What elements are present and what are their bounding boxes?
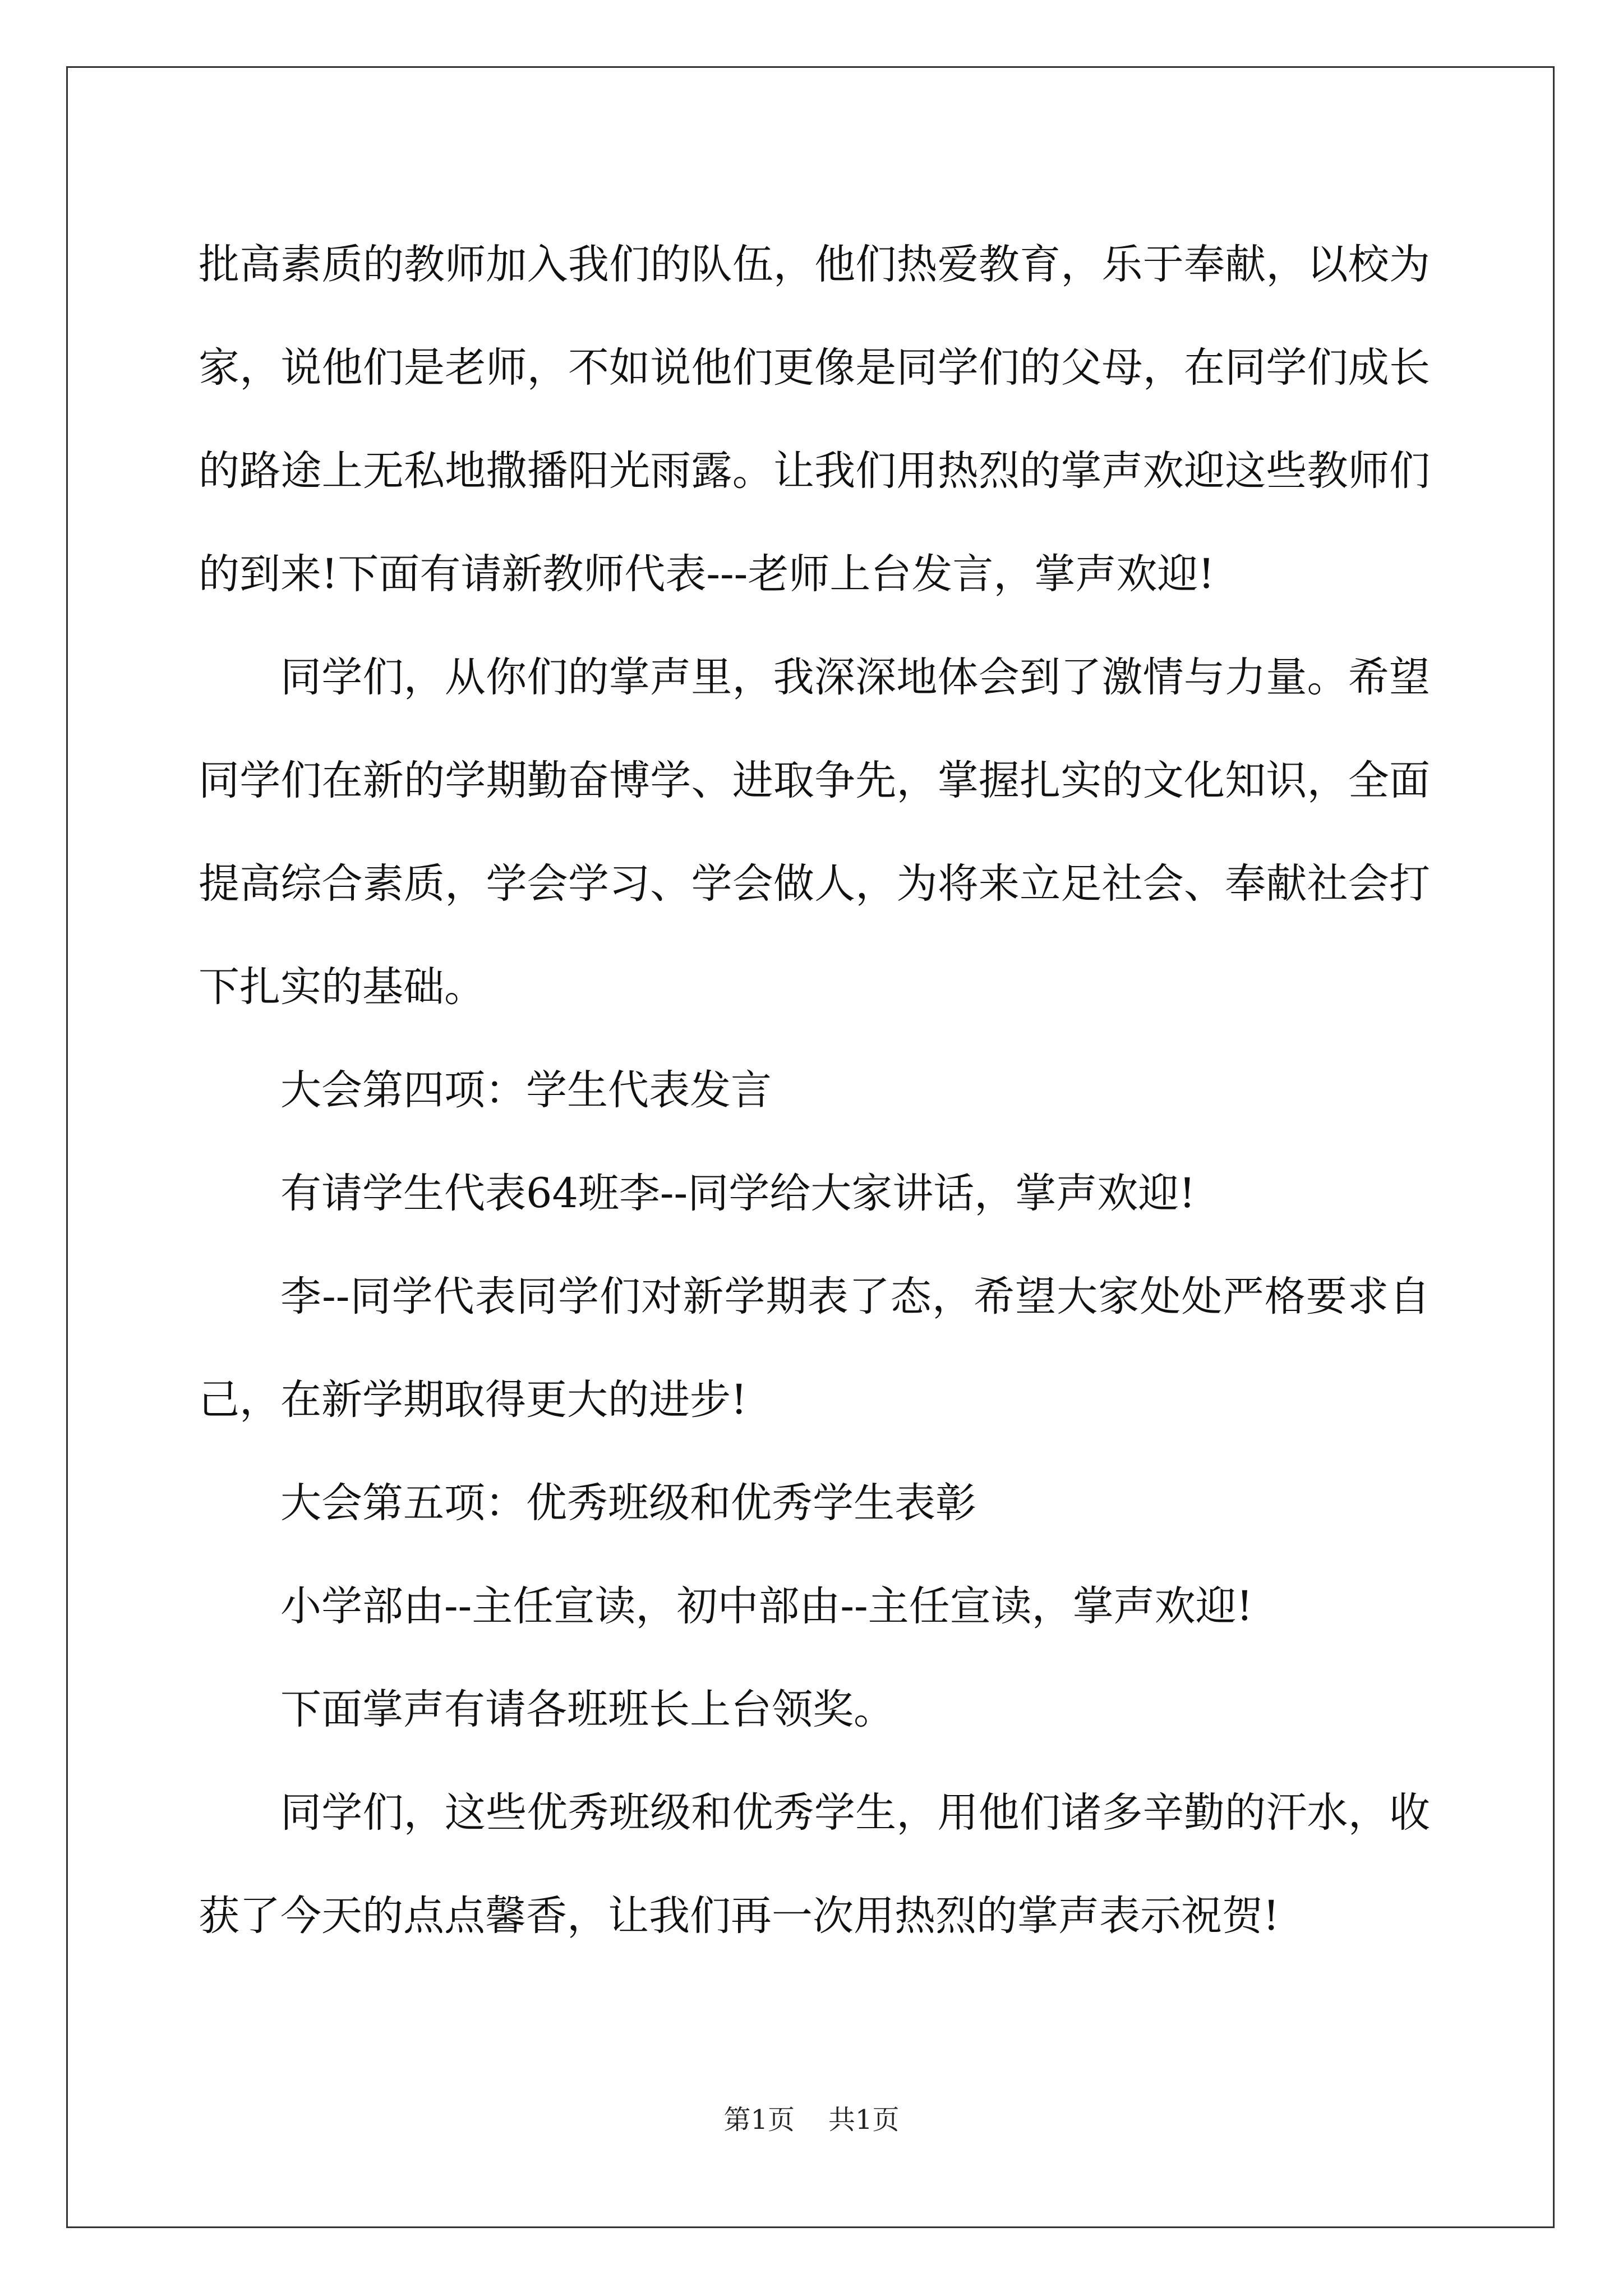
text-line: 提高综合素质，学会学习、学会做人，为将来立足社会、奉献社会打: [199, 860, 1430, 908]
text-line: 同学们，从你们的掌声里，我深深地体会到了激情与力量。希望: [280, 654, 1430, 701]
text-line: 批高素质的教师加入我们的队伍，他们热爱教育，乐于奉献，以校为: [199, 241, 1430, 288]
page-number-current: 第1页: [723, 2104, 795, 2136]
text-line: 下面掌声有请各班班长上台领奖。: [280, 1686, 895, 1733]
text-line: 获了今天的点点馨香，让我们再一次用热烈的掌声表示祝贺!: [199, 1892, 1280, 1940]
text-line: 同学们，这些优秀班级和优秀学生，用他们诸多辛勤的汗水，收: [280, 1789, 1430, 1837]
text-line: 同学们在新的学期勤奋博学、进取争先，掌握扎实的文化知识，全面: [199, 757, 1430, 804]
page-footer: [0, 2098, 1623, 2137]
text-line: 己，在新学期取得更大的进步!: [199, 1376, 748, 1424]
page-number-total: 共1页: [828, 2104, 900, 2136]
section-heading: 大会第五项：优秀班级和优秀学生表彰: [280, 1479, 976, 1527]
text-line: 有请学生代表64班李--同学给大家讲话，掌声欢迎!: [280, 1170, 1196, 1217]
text-line: 李--同学代表同学们对新学期表了态，希望大家处处严格要求自: [280, 1273, 1430, 1320]
text-line: 小学部由--主任宣读，初中部由--主任宣读，掌声欢迎!: [280, 1582, 1253, 1630]
text-line: 家，说他们是老师，不如说他们更像是同学们的父母，在同学们成长: [199, 344, 1430, 392]
text-line: 下扎实的基础。: [199, 963, 485, 1011]
section-heading: 大会第四项：学生代表发言: [280, 1066, 772, 1114]
text-line: 的到来!下面有请新教师代表---老师上台发言，掌声欢迎!: [199, 550, 1215, 598]
text-line: 的路途上无私地撒播阳光雨露。让我们用热烈的掌声欢迎这些教师们: [199, 447, 1430, 495]
document-body: [199, 213, 1430, 1968]
